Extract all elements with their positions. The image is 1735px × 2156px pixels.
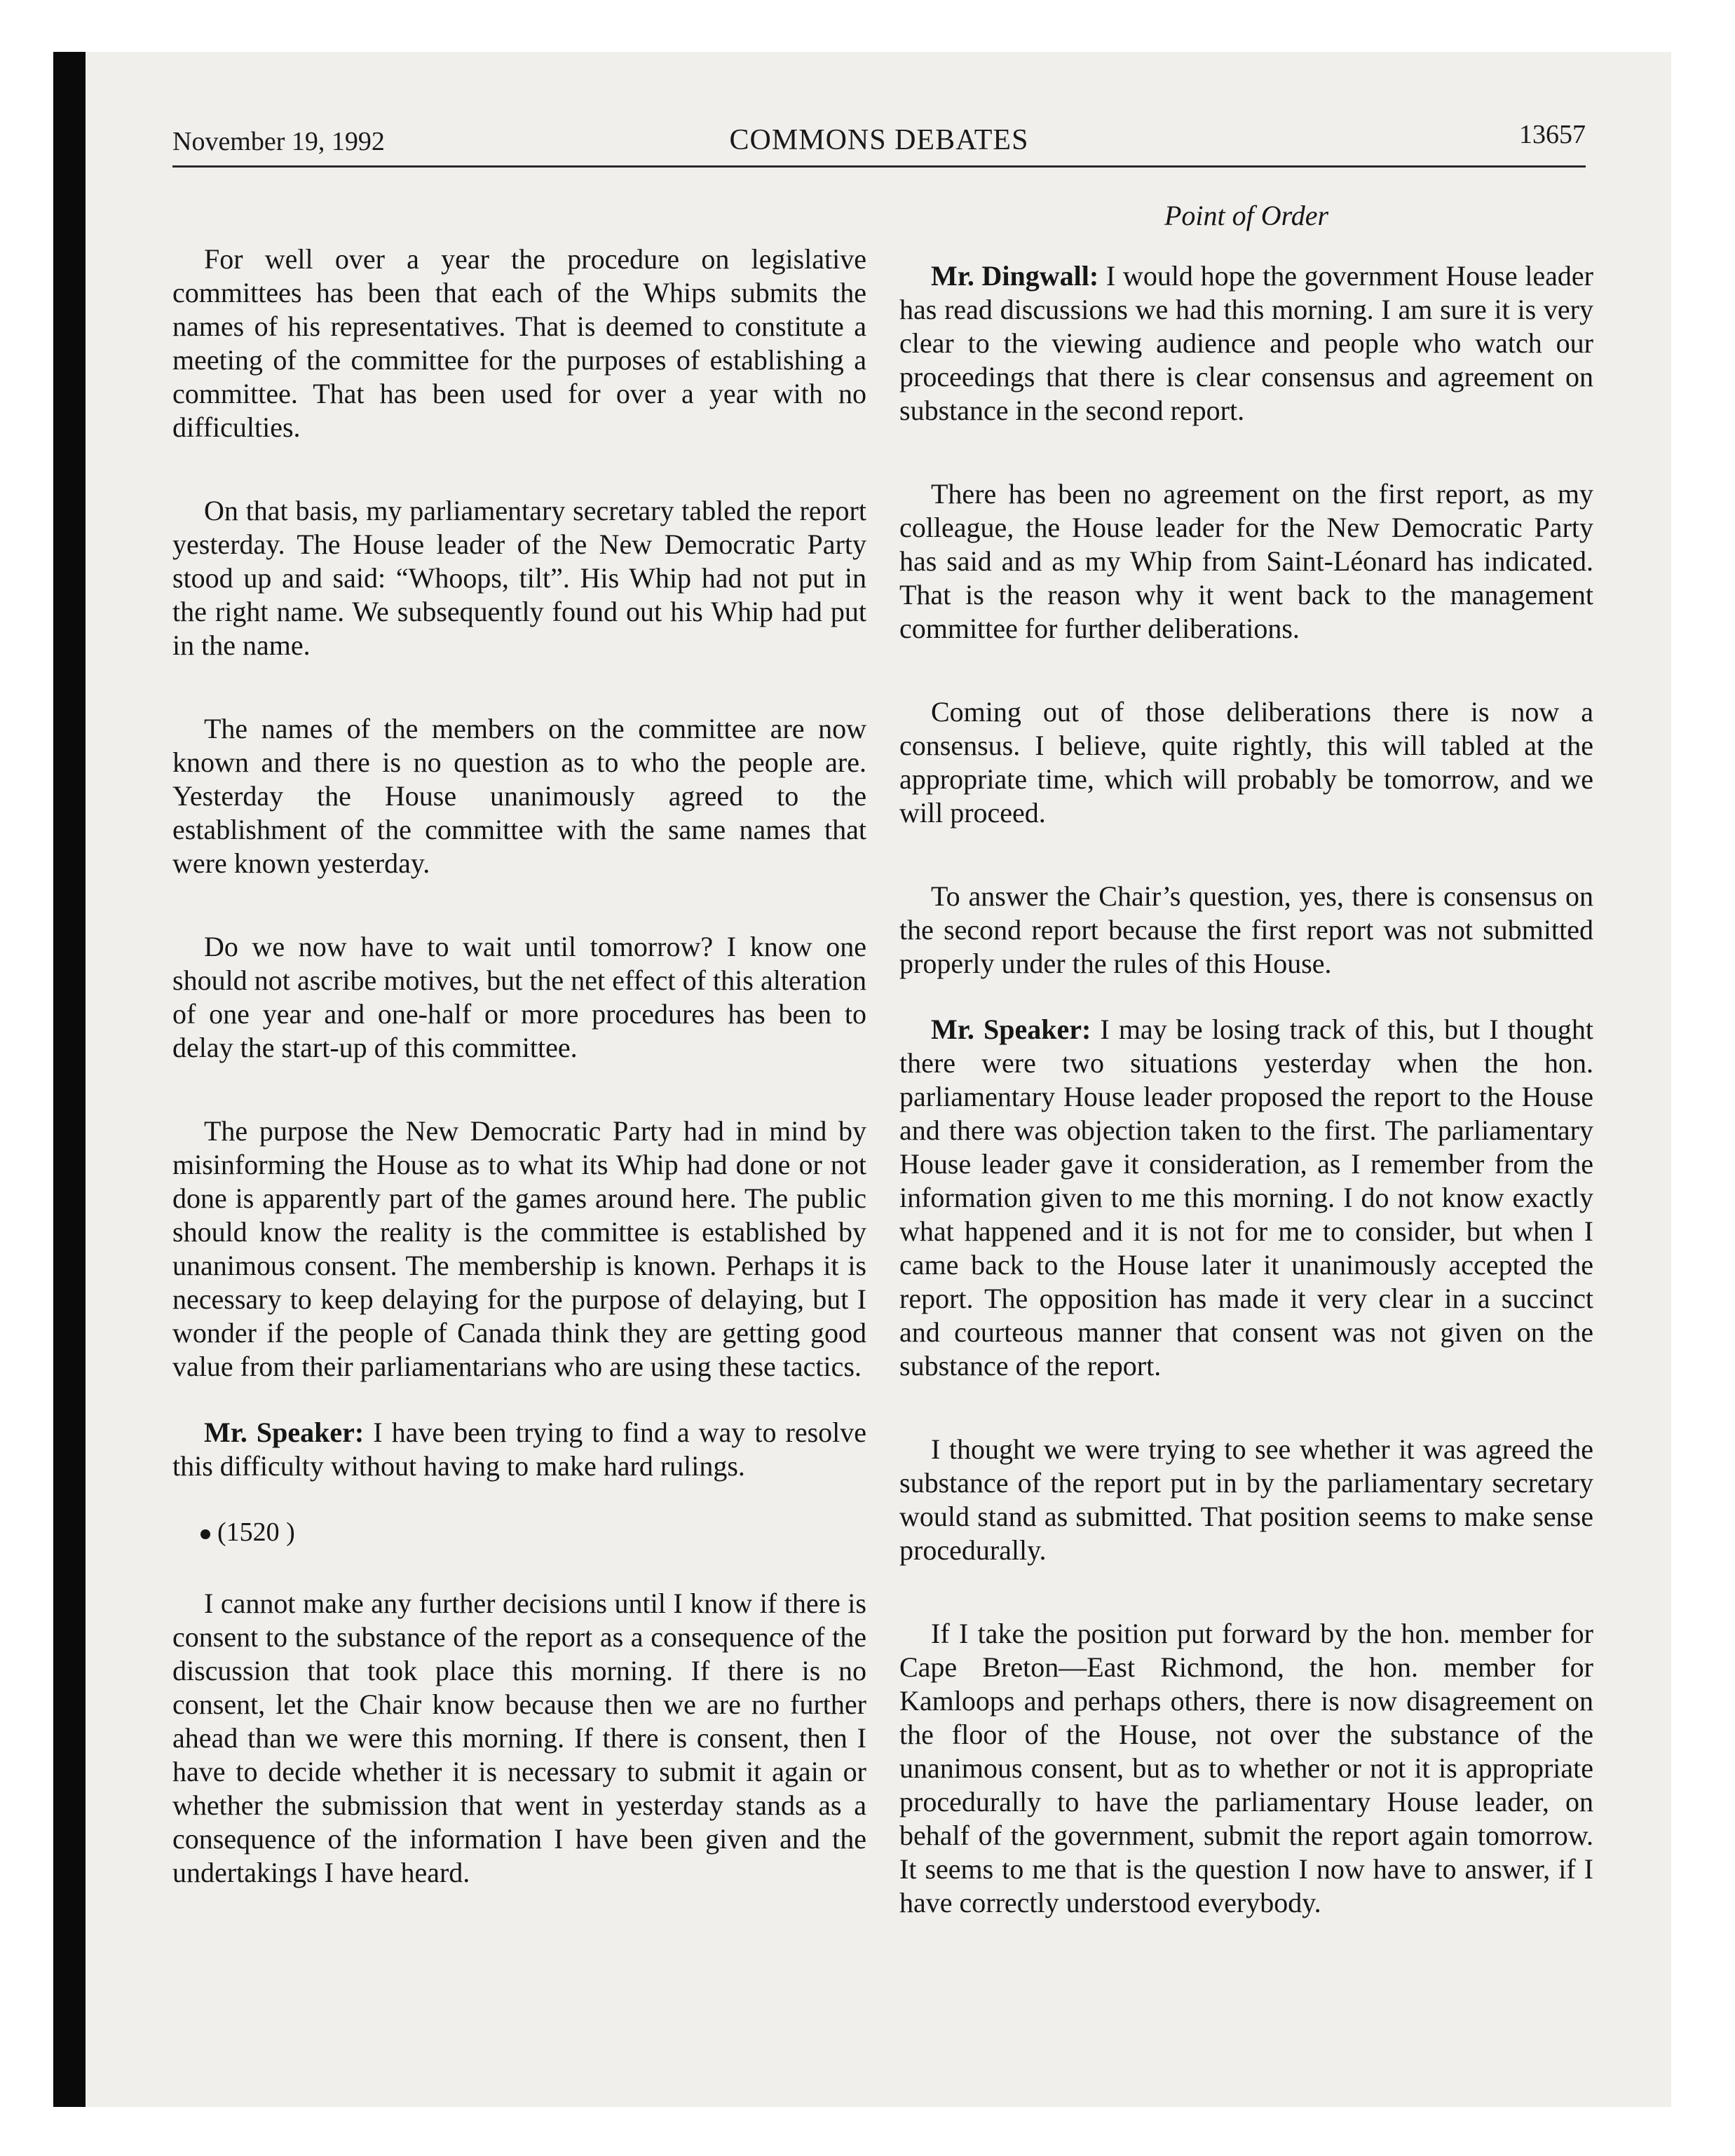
right-speaker-paragraph-2 [899, 1013, 1593, 1383]
left-paragraph-6: I cannot make any further decisions until I know if there is consent to the substance of the report as a consequence of the discussion that took place this morning. If there is no consent, let the Chair know because then we are no further ahead than we were this morning. If there is consent, then I have to decide whether it is necessary to submit it again or whether the submission that went in yesterday stands as a consequence of the information I have been given and the undertakings I have heard. [172, 1588, 866, 1888]
timestamp-text: (1520 ) [217, 1517, 295, 1547]
bullet-icon [200, 1529, 210, 1539]
right-speaker-paragraph-1 [899, 259, 1593, 428]
header-date: November 19, 1992 [172, 127, 385, 156]
section-subheading: Point of Order [1164, 200, 1329, 231]
right-paragraph-6: I thought we were trying to see whether it was agreed the substance of the report put in by the parliamentary secretary would stand as submitted. That position seems to make sense procedurally. [899, 1433, 1593, 1566]
speaker-name: Mr. Dingwall: [931, 260, 1099, 292]
header-page-number: 13657 [1519, 120, 1586, 149]
left-paragraph-5: The purpose the New Democratic Party had in mind by misinforming the House as to what its Whip had done or not done is apparently part of the games around here. The public should know the reality is the committee is established by unanimous consent. The membership is known. Perhaps it is necessary to keep delaying for the purpose of delaying, but I wonder if the people of Canada think they are getting good value from their parliamentarians who are using these tactics. [172, 1115, 866, 1382]
left-column [172, 189, 866, 1939]
right-paragraph-3: Coming out of those deliberations there is now a consensus. I believe, quite rightly, this will tabled at the appropriate time, which will probably be tomorrow, and we will proceed. [899, 696, 1593, 828]
speaker-name: Mr. Speaker: [204, 1417, 365, 1448]
speaker-text: I may be losing track of this, but I thought there were two situations yesterday when the hon. parliamentary House leader proposed the report to the House and there was objection taken to the first. The parliamentary House leader gave it consideration, as I remember from the information given to me this morning. I do not know exactly what happened and it is not for me to consider, but when I came back to the House later it unanimously accepted the report. The opposition has made it very clear in a succinct and courteous manner that consent was not given on the substance of the report. [899, 1014, 1594, 1381]
right-paragraph-2: There has been no agreement on the first report, as my colleague, the House leader for the New Democratic Party has said and as my Whip from Saint-Léonard has indicated. That is the reason why it went back to the management committee for further deliberations. [899, 478, 1593, 644]
scan-edge-bar [53, 52, 86, 2107]
left-speaker-paragraph [172, 1416, 866, 1483]
right-column [899, 189, 1593, 1970]
left-paragraph-4: Do we now have to wait until tomorrow? I know one should not ascribe motives, but the net effect of this alteration of one year and one-half or more procedures has been to delay the start-up of this committee. [172, 931, 866, 1063]
left-paragraph-2: On that basis, my parliamentary secretary tabled the report yesterday. The House leader of the New Democratic Party stood up and said: “Whoops, tilt”. His Whip had not put in the right name. We subsequently found out his Whip had put in the name. [172, 495, 866, 661]
right-paragraph-4: To answer the Chair’s question, yes, there is consensus on the second report because the first report was not submitted properly under the rules of this House. [899, 880, 1593, 979]
right-paragraph-7: If I take the position put forward by the hon. member for Cape Breton—East Richmond, the hon. member for Kamloops and perhaps others, there is now disagreement on the floor of the House, not over the substance of the unanimous consent, but as to whether or not it is appropriate procedurally to have the parliamentary House leader, on behalf of the government, submit the report again tomorrow. It seems to me that is the question I now have to answer, if I have correctly understood everybody. [899, 1618, 1593, 1918]
page-header [172, 119, 1586, 168]
header-title: COMMONS DEBATES [729, 124, 1029, 156]
timestamp-marker [172, 1515, 866, 1549]
left-paragraph-1: For well over a year the procedure on legislative committees has been that each of the Whips submits the names of his representatives. That is deemed to constitute a meeting of the committee for the purposes of establishing a committee. That has been used for over a year with no difficulties. [172, 243, 866, 443]
speaker-text: I have been trying to find a way to resolve this difficulty without having to make hard rulings. [172, 1417, 867, 1482]
speaker-name: Mr. Speaker: [931, 1014, 1091, 1045]
left-paragraph-3: The names of the members on the committee are now known and there is no question as to who the people are. Yesterday the House unanimously agreed to the establishment of the committee with the same names that were known yesterday. [172, 713, 866, 879]
speaker-text: I would hope the government House leader has read discussions we had this morning. I am sure it is very clear to the viewing audience and people who watch our proceedings that there is clear consensus and agreement on substance in the second report. [899, 260, 1593, 426]
